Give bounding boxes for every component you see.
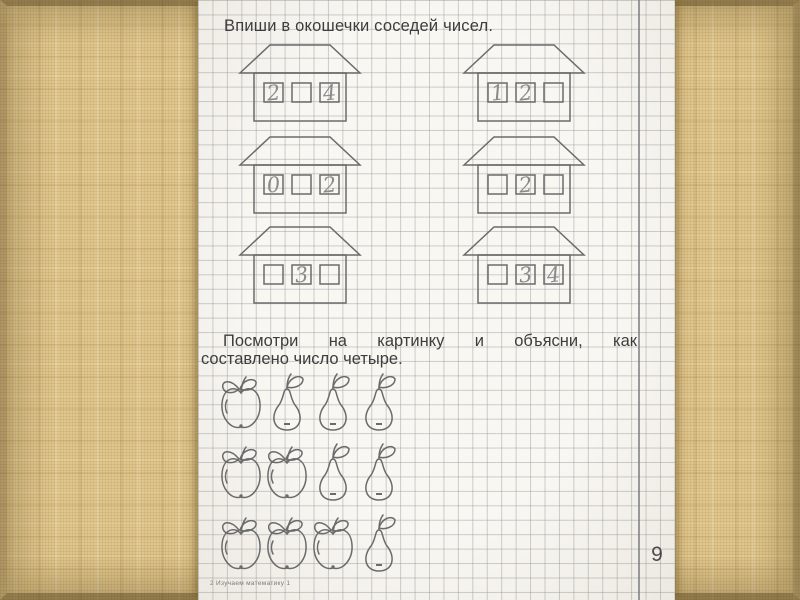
- number-house-6: [454, 225, 594, 305]
- page-number: 9: [651, 543, 663, 566]
- pear-drawing: [356, 372, 402, 434]
- instruction-line-1: Посмотри на картинку и объясни, как: [223, 332, 637, 350]
- number-house-5: [230, 225, 370, 305]
- pear-drawing: [356, 513, 402, 575]
- apple-drawing: [218, 442, 264, 504]
- house-drawing: [230, 225, 370, 305]
- house-window: [488, 265, 507, 284]
- notebook-margin-line: [638, 0, 640, 600]
- house-window: [292, 83, 311, 102]
- handwritten-digit: 2: [321, 172, 338, 198]
- handwritten-digit: 2: [517, 172, 534, 198]
- apple-drawing: [264, 442, 310, 504]
- pear-drawing: [264, 372, 310, 434]
- apple-drawing: [264, 513, 310, 575]
- book-footer-note: 2 Изучаем математику 1: [210, 580, 291, 587]
- pear-drawing: [310, 442, 356, 504]
- house-drawing: [230, 135, 370, 215]
- handwritten-digit: 2: [517, 80, 534, 106]
- house-roof: [464, 45, 584, 73]
- house-roof: [240, 227, 360, 255]
- house-roof: [464, 227, 584, 255]
- handwritten-digit: 3: [293, 262, 310, 288]
- handwritten-digit: 0: [265, 172, 282, 198]
- handwritten-digit: 1: [489, 80, 506, 106]
- house-drawing: [454, 225, 594, 305]
- house-window: [320, 265, 339, 284]
- apple-drawing: [310, 513, 356, 575]
- task-title: Впиши в окошечки соседей чисел.: [224, 17, 494, 35]
- house-roof: [240, 137, 360, 165]
- apple-drawing: [218, 513, 264, 575]
- number-house-3: [230, 135, 370, 215]
- pear-drawing: [356, 442, 402, 504]
- number-house-1: [230, 43, 370, 123]
- house-window: [544, 175, 563, 194]
- pear-drawing: [310, 372, 356, 434]
- handwritten-digit: 4: [545, 262, 562, 288]
- number-house-2: [454, 43, 594, 123]
- handwritten-digit: 2: [265, 80, 282, 106]
- house-drawing: [454, 43, 594, 123]
- handwritten-digit: 4: [321, 80, 338, 106]
- instruction-line-2: составлено число четыре.: [201, 349, 403, 368]
- worksheet-page: [198, 0, 675, 600]
- task-instruction: [201, 333, 637, 368]
- number-house-4: [454, 135, 594, 215]
- house-drawing: [454, 135, 594, 215]
- house-roof: [240, 45, 360, 73]
- house-drawing: [230, 43, 370, 123]
- handwritten-digit: 3: [517, 262, 534, 288]
- house-window: [544, 83, 563, 102]
- house-window: [292, 175, 311, 194]
- house-window: [264, 265, 283, 284]
- house-window: [488, 175, 507, 194]
- apple-drawing: [218, 372, 264, 434]
- house-roof: [464, 137, 584, 165]
